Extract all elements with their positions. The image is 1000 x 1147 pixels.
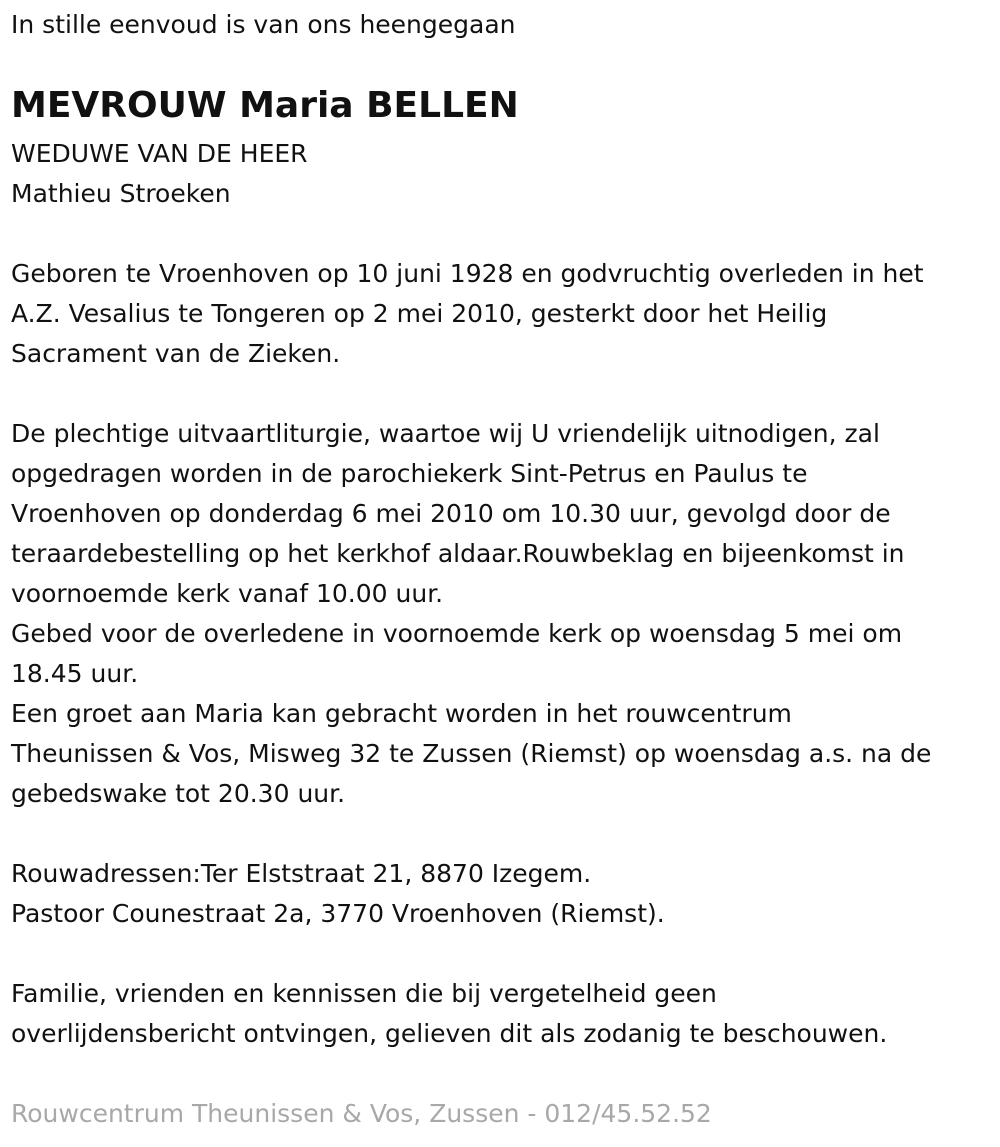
paragraph-line: voornoemde kerk vanaf 10.00 uur.: [11, 579, 444, 608]
paragraph-line: overlijdensbericht ontvingen, gelieven dit als zodanig te beschouwen.: [11, 1019, 888, 1048]
paragraph-line: De plechtige uitvaartliturgie, waartoe wij U vriendelijk uitnodigen, zal: [11, 419, 880, 448]
address-line: Pastoor Counestraat 2a, 3770 Vroenhoven (Riemst).: [11, 899, 665, 928]
paragraph-line: gebedswake tot 20.30 uur.: [11, 779, 346, 808]
address-line: Rouwadressen:Ter Elststraat 21, 8870 Izegem.: [11, 859, 592, 888]
paragraph-line: teraardebestelling op het kerkhof aldaar.Rouwbeklag en bijeenkomst in: [11, 539, 905, 568]
family-notice: [11, 974, 887, 1054]
title-block: [11, 134, 308, 214]
title-line: Mathieu Stroeken: [11, 179, 231, 208]
paragraph-line: opgedragen worden in de parochiekerk Sint-Petrus en Paulus te: [11, 459, 808, 488]
paragraph-line: Geboren te Vroenhoven op 10 juni 1928 en godvruchtig overleden in het: [11, 259, 924, 288]
funeral-home-footer: Rouwcentrum Theunissen & Vos, Zussen - 012/45.52.52: [11, 1099, 712, 1128]
paragraph-line: Gebed voor de overledene in voornoemde kerk op woensdag 5 mei om: [11, 619, 903, 648]
paragraph-line: A.Z. Vesalius te Tongeren op 2 mei 2010, gesterkt door het Heilig: [11, 299, 828, 328]
birth-death-paragraph: [11, 254, 924, 374]
paragraph-line: Vroenhoven op donderdag 6 mei 2010 om 10.30 uur, gevolgd door de: [11, 499, 891, 528]
mourning-addresses: [11, 854, 665, 934]
paragraph-line: Sacrament van de Zieken.: [11, 339, 341, 368]
ceremony-paragraph: [11, 414, 931, 814]
paragraph-line: 18.45 uur.: [11, 659, 139, 688]
paragraph-line: Familie, vrienden en kennissen die bij vergetelheid geen: [11, 979, 717, 1008]
paragraph-line: Een groet aan Maria kan gebracht worden in het rouwcentrum: [11, 699, 792, 728]
paragraph-line: Theunissen & Vos, Misweg 32 te Zussen (Riemst) op woensdag a.s. na de: [11, 739, 932, 768]
intro-text: In stille eenvoud is van ons heengegaan: [11, 10, 516, 39]
title-line: WEDUWE VAN DE HEER: [11, 139, 308, 168]
deceased-name: MEVROUW Maria BELLEN: [11, 85, 519, 126]
